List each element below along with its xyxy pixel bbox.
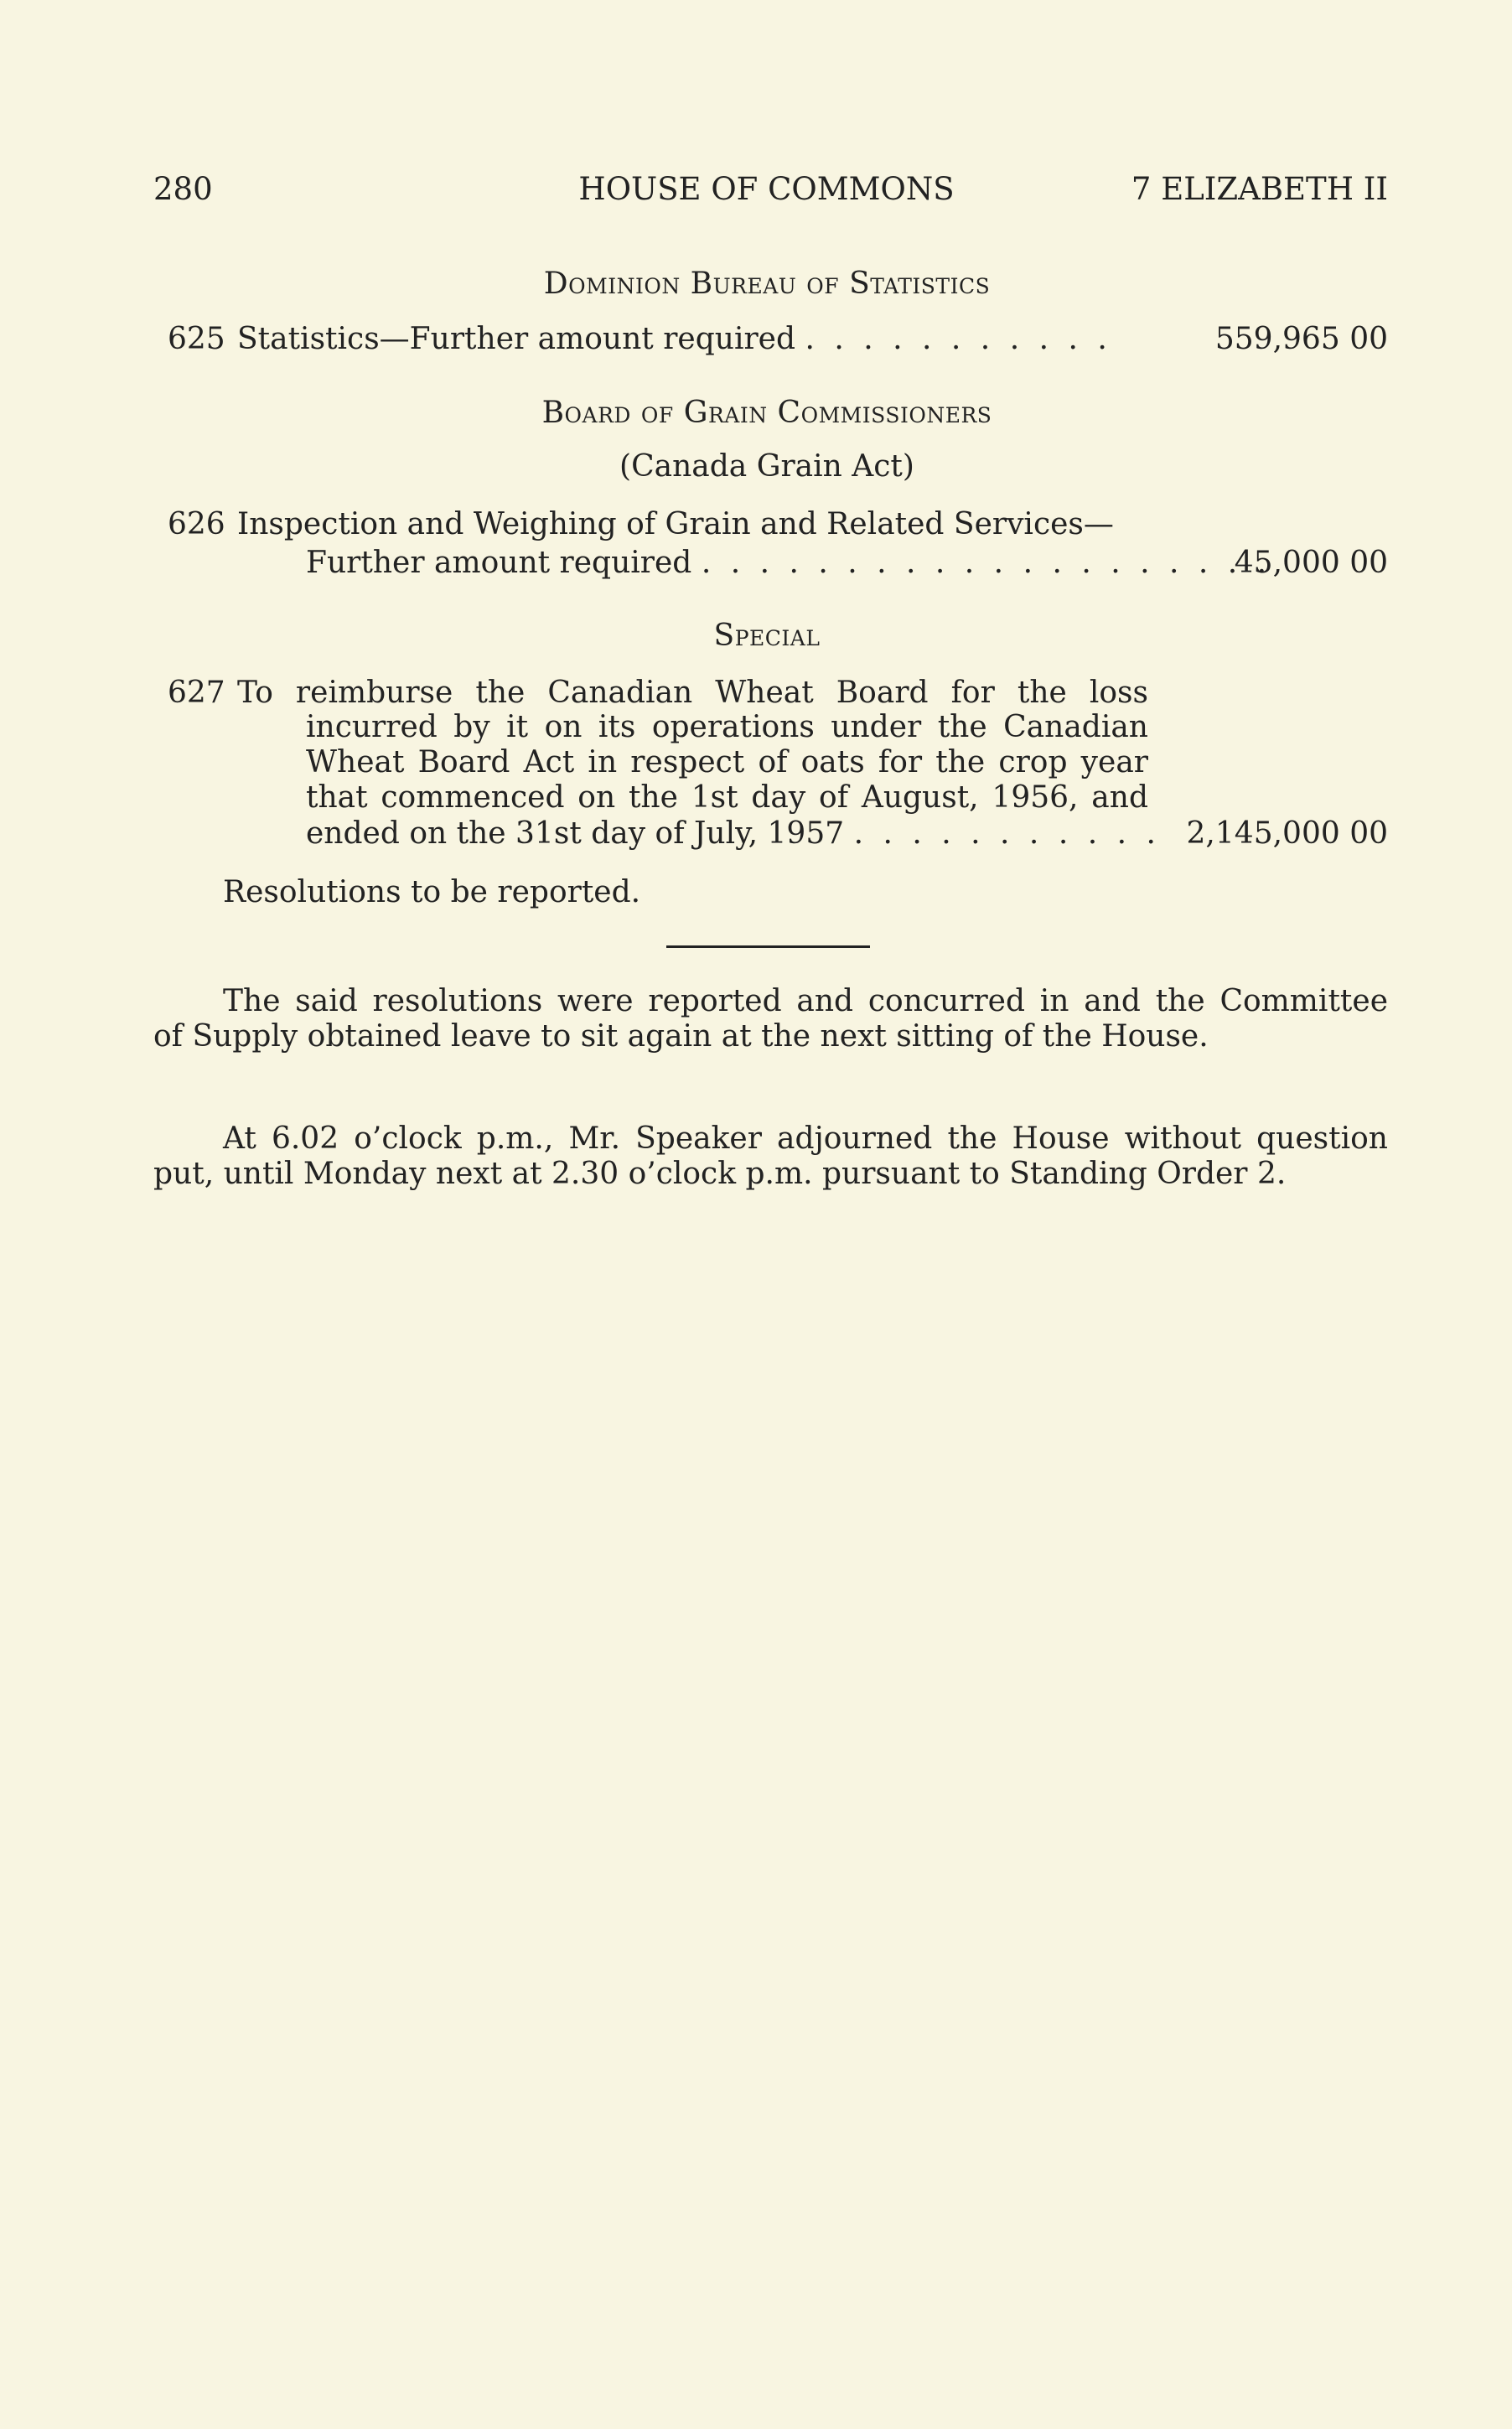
adjournment-paragraph bbox=[153, 1121, 1388, 1192]
item-text-627-line1: To reimburse the Canadian Wheat Board for the loss bbox=[237, 676, 1148, 710]
item-text-626-line1: Inspection and Weighing of Grain and Related Services— bbox=[237, 507, 1114, 541]
adjournment-line-2: put, until Monday next at 2.30 o’clock p.m. pursuant to Standing Order 2. bbox=[153, 1157, 1287, 1191]
item-description: Further amount required bbox=[306, 546, 692, 580]
item-text-627-line2: incurred by it on its operations under the Canadian bbox=[306, 710, 1148, 744]
section-heading-special: Special bbox=[713, 619, 821, 653]
leader-dots: . . . . . . . . . . . bbox=[853, 816, 1161, 851]
item-description: ended on the 31st day of July, 1957 bbox=[306, 816, 845, 851]
item-text-627-line4: that commenced on the 1st day of August, 1956, and bbox=[306, 780, 1148, 815]
section-heading-bgc: Board of Grain Commissioners bbox=[541, 396, 992, 430]
header-title: HOUSE OF COMMONS bbox=[578, 171, 955, 207]
leader-dots: . . . . . . . . . . . bbox=[805, 322, 1112, 356]
item-amount-626: 45,000 00 bbox=[1234, 546, 1388, 580]
concurrence-line-1: The said resolutions were reported and concurred in and the Committee bbox=[223, 984, 1388, 1018]
running-head bbox=[153, 171, 1388, 213]
item-text-627-line5 bbox=[306, 816, 1161, 851]
leader-dots: . . . . . . . . . . . . . . . . . . . . bbox=[701, 546, 1272, 580]
item-number-626: 626 bbox=[168, 507, 225, 541]
item-number-625: 625 bbox=[168, 322, 225, 356]
item-text-626-line2 bbox=[306, 546, 1271, 580]
adjournment-line-1: At 6.02 o’clock p.m., Mr. Speaker adjourned the House without question bbox=[223, 1121, 1388, 1156]
page-number: 280 bbox=[153, 171, 213, 207]
section-heading-dbs: Dominion Bureau of Statistics bbox=[543, 267, 991, 301]
item-text-627-line3: Wheat Board Act in respect of oats for the crop year bbox=[306, 745, 1148, 779]
section-subheading-bgc: (Canada Grain Act) bbox=[619, 449, 914, 484]
item-description: Statistics—Further amount required bbox=[237, 322, 796, 356]
item-text-625 bbox=[237, 322, 1112, 356]
item-amount-627: 2,145,000 00 bbox=[1186, 816, 1388, 851]
concurrence-line-2: of Supply obtained leave to sit again at the next sitting of the House. bbox=[153, 1019, 1209, 1054]
header-regnal-year: 7 ELIZABETH II bbox=[1131, 171, 1388, 207]
item-number-627: 627 bbox=[168, 676, 225, 710]
concurrence-paragraph bbox=[153, 984, 1388, 1054]
resolutions-note: Resolutions to be reported. bbox=[223, 875, 641, 909]
item-amount-625: 559,965 00 bbox=[1214, 322, 1388, 356]
section-rule bbox=[666, 945, 870, 948]
